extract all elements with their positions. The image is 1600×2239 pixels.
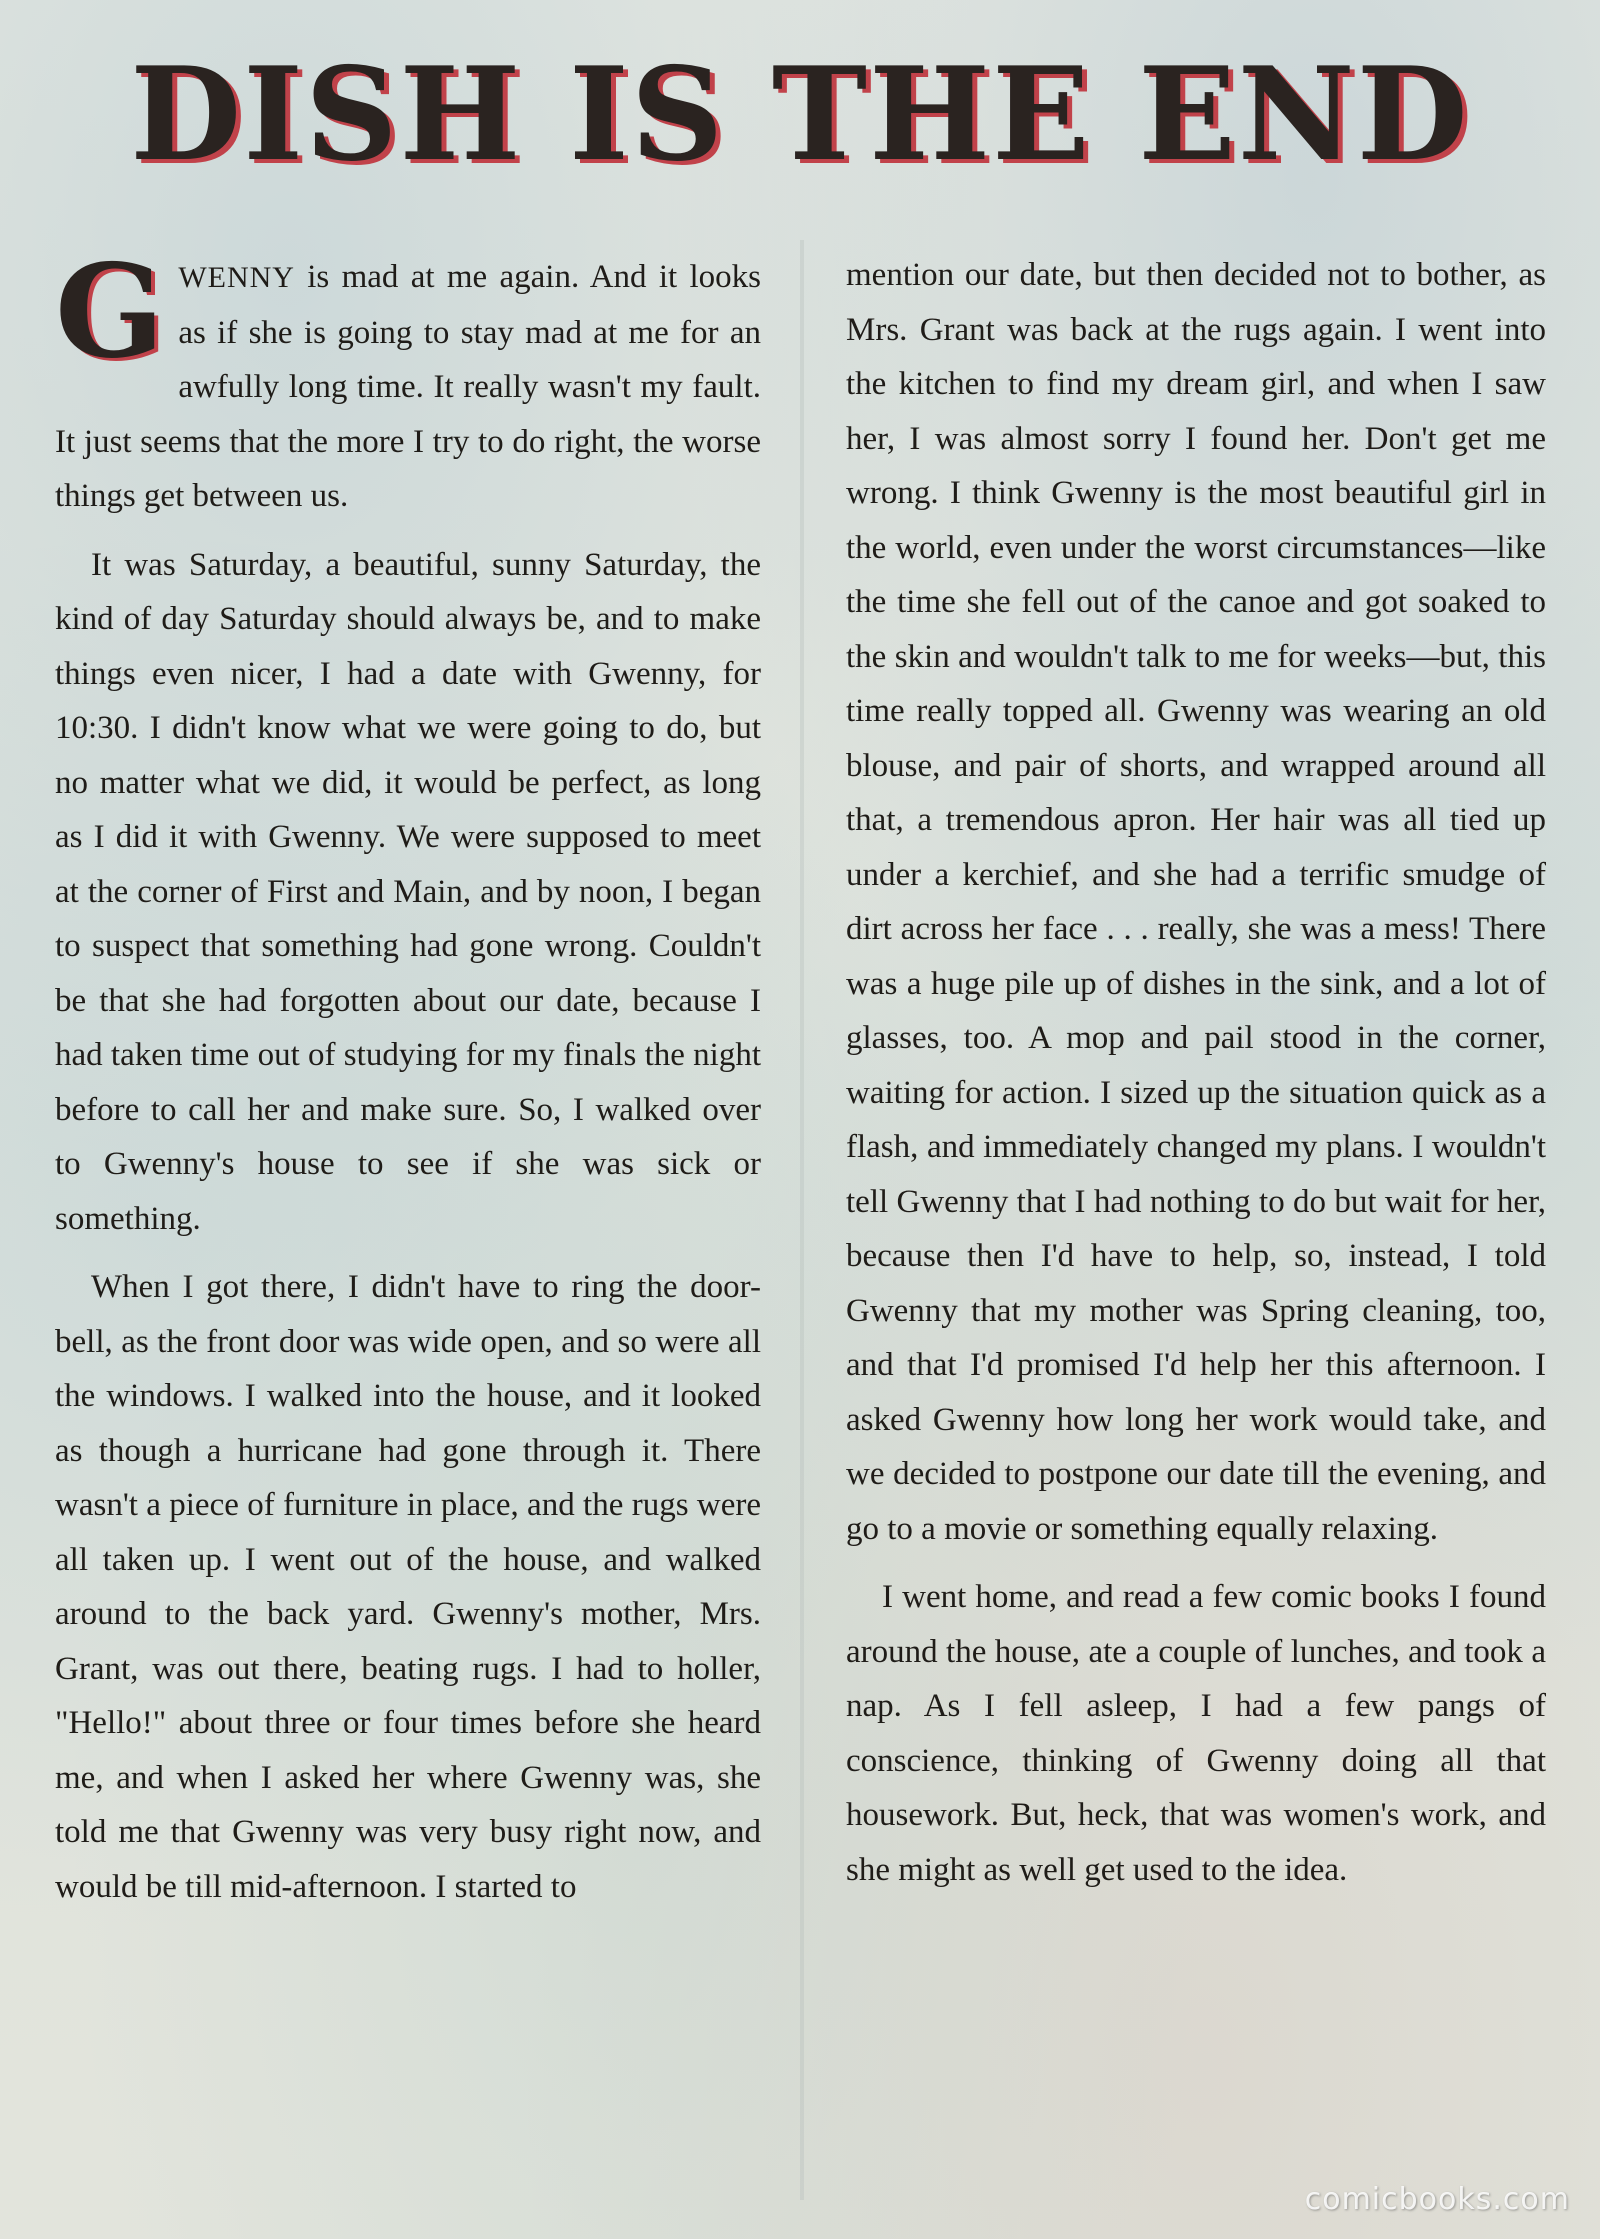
paragraph-2: It was Saturday, a beautiful, sunny Saturday, the kind of day Saturday should always be, and to make things even nicer, I had a date with Gwenny, for 10:30. I didn't know what we were going to do, but no matter what we did, it would be perfect, as long as I did it with Gwenny. We were supposed to meet at the corner of First and Main, and by noon, I began to suspect that something had gone wrong. Couldn't be that she had forgotten about our date, because I had taken time out of studying for my finals the night before to call her and make sure. So, I walked over to Gwenny's house to see if she was sick or something. — [55, 546, 761, 1237]
paragraph-1 — [55, 237, 761, 524]
site-watermark: comicbooks.com — [1304, 2182, 1570, 2217]
paragraph-1-text: is mad at me again. And it looks as if she is going to stay mad at me for an awfully long time. It really wasn't my fault. It just seems that the more I try to do right, the worse things get between us. — [55, 259, 761, 514]
drop-cap-letter: G — [55, 237, 165, 387]
story-title: DISH IS THE END — [130, 40, 1470, 190]
paragraph-3-continued: mention our date, but then decided not to bother, as Mrs. Grant was back at the rugs again. I went into the kitchen to find my dream girl, and when I saw her, I was almost sorry I found her. Don't get me wrong. I think Gwenny is the most beautiful girl in the world, even under the worst circumstances—like the time she fell out of the canoe and got soaked to the skin and wouldn't talk to me for weeks—but, this time really topped all. Gwenny was wearing an old blouse, and pair of shorts, and wrapped around all that, a tremendous apron. Her hair was all tied up under a kerchief, and she had a terrific smudge of dirt across her face . . . really, she was a mess! There was a huge pile up of dishes in the sink, and a lot of glasses, too. A mop and pail stood in the corner, waiting for action. I sized up the situation quick as a flash, and immediately changed my plans. I wouldn't tell Gwenny that I had nothing to do but wait for her, because then I'd have to help, so, instead, I told Gwenny that my mother was Spring cleaning, too, and that I'd promised I'd help her this afternoon. I asked Gwenny how long her work would take, and we decided to postpone our date till the evening, and go to a movie or something equally relaxing. — [846, 257, 1546, 1547]
column-divider — [800, 240, 804, 2200]
lead-word: WENNY — [178, 261, 295, 294]
left-column — [55, 237, 761, 1928]
paragraph-3: When I got there, I didn't have to ring the door-bell, as the front door was wide open, and so were all the windows. I walked into the house, and it looked as though a hurricane had gone through it. There wasn't a piece of furniture in place, and the rugs were all taken up. I went out of the house, and walked around to the back yard. Gwenny's mother, Mrs. Grant, was out there, beating rugs. I had to holler, "Hello!" about three or four times before she heard me, and when I asked her where Gwenny was, she told me that Gwenny was very busy right now, and would be till mid-afternoon. I started to — [55, 1269, 761, 1905]
paragraph-4: I went home, and read a few comic books I found around the house, ate a couple of lunches, and took a nap. As I fell asleep, I had a few pangs of conscience, thinking of Gwenny doing all that housework. But, heck, that was women's work, and she might as well get used to the idea. — [846, 1579, 1546, 1888]
right-column — [846, 248, 1546, 1911]
